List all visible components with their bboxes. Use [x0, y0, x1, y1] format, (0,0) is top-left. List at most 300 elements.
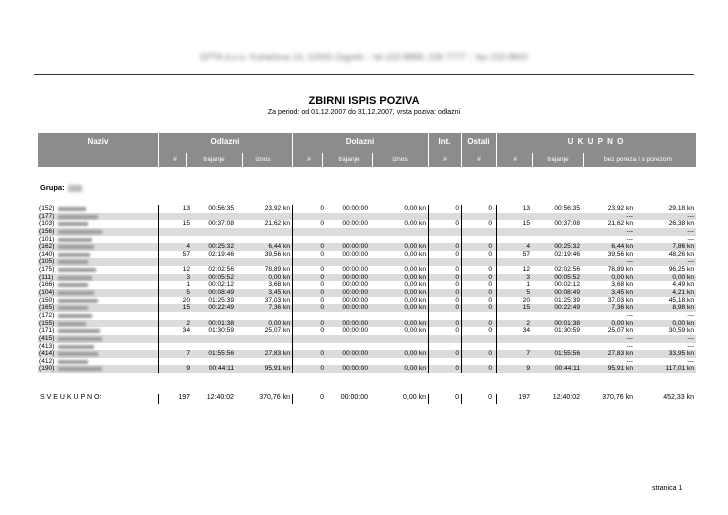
cell-u-s: --- [687, 227, 694, 235]
sub-d-izn: iznos [392, 156, 408, 163]
table-row [38, 258, 696, 266]
cell-int: 0 [455, 350, 459, 358]
cell-ost: 0 [488, 304, 492, 312]
divider [496, 312, 497, 320]
table-header-groups [38, 133, 696, 153]
redacted-name [58, 230, 102, 234]
table-row [38, 320, 696, 328]
divider [461, 258, 462, 266]
cell-u-num: 13 [522, 205, 530, 212]
cell-d-traj: 00:00:00 [342, 205, 368, 212]
cell-int: 0 [455, 289, 459, 297]
cell-int: 0 [455, 319, 459, 327]
divider [158, 281, 159, 289]
cell-d-traj: 00:00:00 [342, 289, 368, 297]
divider [461, 304, 462, 312]
divider [461, 213, 462, 221]
cell-d-num: 0 [320, 266, 324, 274]
cell-ost: 0 [488, 296, 492, 304]
row-id: (171) [39, 327, 55, 335]
divider [461, 343, 462, 351]
divider [292, 358, 293, 366]
cell-u-traj: 00:37:08 [554, 220, 580, 228]
cell-d-num: 0 [320, 281, 324, 289]
cell-u-num: 20 [522, 296, 530, 304]
cell-o-traj: 01:55:56 [208, 350, 234, 358]
cell-d-num: 0 [320, 273, 324, 281]
redacted-name [58, 276, 92, 280]
cell-u-bez: --- [626, 235, 633, 243]
cell-d-traj: 00:00:00 [342, 365, 368, 373]
row-id: (414) [39, 350, 55, 358]
cell-d-izn: 0,00 kn [404, 319, 426, 327]
header-rule [34, 74, 694, 75]
row-id: (415) [39, 334, 55, 342]
cell-u-traj: 01:25:39 [554, 296, 580, 304]
table-row [38, 289, 696, 297]
row-id: (162) [39, 243, 55, 251]
totals-u-traj: 12:40:02 [552, 394, 580, 401]
cell-d-izn: 0,00 kn [404, 281, 426, 289]
divider [158, 289, 159, 297]
cell-d-num: 0 [320, 243, 324, 251]
cell-ost: 0 [488, 281, 492, 289]
divider [292, 335, 293, 343]
cell-d-num: 0 [320, 205, 324, 212]
divider [461, 220, 462, 228]
sub-o-traj: trajanje [203, 156, 225, 163]
cell-u-num: 34 [522, 327, 530, 335]
cell-o-traj: 01:30:59 [208, 327, 234, 335]
cell-int: 0 [455, 250, 459, 258]
cell-u-s: --- [687, 334, 694, 342]
divider [461, 133, 462, 153]
cell-o-traj: 00:56:35 [208, 205, 234, 212]
cell-ost: 0 [488, 266, 492, 274]
divider [496, 228, 497, 236]
divider [428, 205, 429, 213]
divider [428, 289, 429, 297]
row-id: (105) [39, 258, 55, 266]
cell-u-bez: 25,07 kn [607, 327, 633, 335]
divider [428, 343, 429, 351]
cell-d-num: 0 [320, 250, 324, 258]
divider [496, 350, 497, 358]
divider [158, 133, 159, 153]
divider [428, 243, 429, 251]
group-label-text: Grupa: [40, 183, 65, 192]
table-row [38, 365, 696, 373]
cell-int: 0 [455, 304, 459, 312]
divider [158, 350, 159, 358]
divider [496, 205, 497, 213]
divider [428, 228, 429, 236]
divider [158, 320, 159, 328]
cell-o-num: 5 [186, 289, 190, 297]
divider [428, 274, 429, 282]
divider [186, 153, 187, 167]
cell-u-s: --- [687, 357, 694, 365]
row-id: (104) [39, 289, 55, 297]
cell-d-num: 0 [320, 289, 324, 297]
report-title: ZBIRNI ISPIS POZIVA [308, 95, 420, 107]
totals-o-num: 197 [178, 394, 190, 401]
cell-u-s: --- [687, 212, 694, 220]
page-number: stranica 1 [652, 485, 683, 492]
cell-u-num: 15 [522, 220, 530, 228]
cell-u-num: 57 [522, 250, 530, 258]
sub-d-num: # [307, 156, 311, 163]
divider [158, 258, 159, 266]
divider [158, 335, 159, 343]
table-row [38, 304, 696, 312]
totals-u-num: 197 [518, 394, 530, 401]
cell-u-bez: 0,00 kn [611, 319, 633, 327]
report-subtitle: Za period: od 01.12.2007 do 31.12.2007, vrsta poziva: odlazni [267, 109, 461, 116]
totals-u-bez: 370,76 kn [602, 394, 633, 401]
divider [292, 266, 293, 274]
row-id: (150) [39, 296, 55, 304]
row-id: (175) [39, 266, 55, 274]
divider [292, 153, 293, 167]
divider [292, 343, 293, 351]
cell-o-traj: 00:05:52 [208, 273, 234, 281]
cell-o-izn: 3,45 kn [268, 289, 290, 297]
redacted-name [58, 207, 86, 211]
cell-u-s: 4,49 kn [672, 281, 694, 289]
cell-u-s: 33,95 kn [668, 350, 694, 358]
cell-o-izn: 21,62 kn [264, 220, 290, 228]
cell-u-s: 45,18 kn [668, 296, 694, 304]
cell-o-traj: 00:22:49 [208, 304, 234, 312]
divider [532, 153, 533, 167]
row-id: (155) [39, 319, 55, 327]
cell-d-izn: 0,00 kn [404, 250, 426, 258]
cell-d-izn: 0,00 kn [404, 289, 426, 297]
divider [496, 335, 497, 343]
cell-ost: 0 [488, 220, 492, 228]
cell-d-izn: 0,00 kn [404, 304, 426, 312]
cell-u-num: 2 [526, 319, 530, 327]
cell-u-bez: 23,92 kn [607, 205, 633, 212]
cell-int: 0 [455, 296, 459, 304]
cell-u-num: 15 [522, 304, 530, 312]
divider [428, 133, 429, 153]
divider [292, 281, 293, 289]
cell-d-num: 0 [320, 365, 324, 373]
cell-o-num: 15 [182, 304, 190, 312]
col-ukupno: U K U P N O [567, 137, 625, 146]
row-id: (103) [39, 220, 55, 228]
cell-d-traj: 00:00:00 [342, 281, 368, 289]
divider [496, 343, 497, 351]
cell-o-izn: 37,03 kn [264, 296, 290, 304]
divider [292, 258, 293, 266]
redacted-name [58, 238, 92, 242]
cell-o-traj: 01:25:39 [208, 296, 234, 304]
cell-u-s: 8,98 kn [672, 304, 694, 312]
cell-u-traj: 00:25:32 [554, 243, 580, 251]
divider [496, 327, 497, 335]
cell-o-num: 15 [182, 220, 190, 228]
cell-ost: 0 [488, 250, 492, 258]
cell-u-num: 1 [526, 281, 530, 289]
cell-int: 0 [455, 220, 459, 228]
divider [461, 205, 462, 213]
cell-d-num: 0 [320, 350, 324, 358]
cell-o-num: 4 [186, 243, 190, 251]
row-id: (111) [39, 273, 54, 281]
divider [292, 304, 293, 312]
cell-u-traj: 00:08:49 [554, 289, 580, 297]
divider [496, 358, 497, 366]
divider [428, 297, 429, 305]
cell-u-bez: 3,68 kn [611, 281, 633, 289]
divider [461, 274, 462, 282]
cell-u-num: 12 [522, 266, 530, 274]
cell-u-num: 9 [526, 365, 530, 373]
cell-u-bez: 6,44 kn [611, 243, 633, 251]
divider [158, 251, 159, 259]
cell-u-bez: --- [626, 212, 633, 220]
cell-o-izn: 95,91 kn [264, 365, 290, 373]
divider [158, 205, 159, 213]
cell-o-izn: 7,36 kn [268, 304, 290, 312]
divider [496, 394, 497, 404]
divider [496, 236, 497, 244]
cell-d-traj: 00:00:00 [342, 319, 368, 327]
divider [428, 320, 429, 328]
cell-u-traj: 00:22:49 [554, 304, 580, 312]
divider [158, 304, 159, 312]
cell-o-izn: 78,89 kn [264, 266, 290, 274]
divider [428, 394, 429, 404]
cell-o-num: 13 [182, 205, 190, 212]
divider [292, 312, 293, 320]
divider [242, 153, 243, 167]
divider [158, 213, 159, 221]
divider [372, 153, 373, 167]
cell-d-izn: 0,00 kn [404, 243, 426, 251]
divider [292, 213, 293, 221]
divider [158, 236, 159, 244]
divider [292, 205, 293, 213]
divider [322, 153, 323, 167]
divider [496, 365, 497, 373]
divider [428, 281, 429, 289]
row-id: (140) [39, 250, 55, 258]
col-dolazni: Dolazni [345, 137, 375, 146]
cell-o-izn: 27,83 kn [264, 350, 290, 358]
redacted-name [58, 260, 88, 264]
divider [158, 153, 159, 167]
cell-u-s: 30,59 kn [668, 327, 694, 335]
divider [292, 297, 293, 305]
cell-o-izn: 3,68 kn [268, 281, 290, 289]
cell-d-num: 0 [320, 319, 324, 327]
divider [461, 281, 462, 289]
cell-d-traj: 00:00:00 [342, 250, 368, 258]
divider [496, 320, 497, 328]
cell-o-num: 2 [186, 319, 190, 327]
cell-d-num: 0 [320, 304, 324, 312]
table-row [38, 343, 696, 351]
table-row [38, 228, 696, 236]
row-id: (172) [39, 311, 55, 319]
cell-u-s: 4,21 kn [672, 289, 694, 297]
sub-o-izn: iznos [255, 156, 271, 163]
col-naziv: Naziv [87, 137, 109, 146]
table-row [38, 281, 696, 289]
row-id: (177) [39, 212, 55, 220]
redacted-name [58, 283, 88, 287]
divider [496, 258, 497, 266]
cell-d-num: 0 [320, 296, 324, 304]
cell-u-s: 26,38 kn [668, 220, 694, 228]
divider [292, 320, 293, 328]
cell-ost: 0 [488, 350, 492, 358]
table-row [38, 213, 696, 221]
row-id: (190) [39, 365, 55, 373]
totals-int: 0 [455, 394, 459, 401]
row-id: (165) [39, 304, 55, 312]
cell-u-bez: --- [626, 357, 633, 365]
cell-ost: 0 [488, 327, 492, 335]
divider [428, 220, 429, 228]
divider [292, 274, 293, 282]
cell-o-traj: 02:19:46 [208, 250, 234, 258]
sub-os-num: # [477, 156, 481, 163]
divider [158, 394, 159, 404]
divider [158, 266, 159, 274]
cell-o-num: 7 [186, 350, 190, 358]
row-id: (166) [39, 281, 55, 289]
divider [158, 365, 159, 373]
redacted-name [58, 322, 86, 326]
cell-u-s: --- [687, 258, 694, 266]
table-row [38, 251, 696, 259]
sub-o-num: # [173, 156, 177, 163]
table-body [38, 205, 696, 373]
cell-o-traj: 02:02:56 [208, 266, 234, 274]
divider [428, 304, 429, 312]
redacted-group-name [68, 185, 82, 192]
cell-d-traj: 00:00:00 [342, 243, 368, 251]
totals-u-s: 452,33 kn [663, 394, 694, 401]
divider [292, 289, 293, 297]
cell-int: 0 [455, 243, 459, 251]
divider [461, 312, 462, 320]
cell-o-izn: 0,00 kn [268, 319, 290, 327]
cell-o-izn: 39,56 kn [264, 250, 290, 258]
cell-u-s: 48,26 kn [668, 250, 694, 258]
col-int: Int. [438, 137, 451, 146]
table-row [38, 297, 696, 305]
divider [428, 327, 429, 335]
cell-o-num: 9 [186, 365, 190, 373]
cell-u-bez: 21,62 kn [607, 220, 633, 228]
divider [428, 365, 429, 373]
cell-u-s: --- [687, 342, 694, 350]
cell-u-s: 117,01 kn [665, 365, 694, 373]
table-row [38, 236, 696, 244]
cell-o-num: 34 [182, 327, 190, 335]
cell-o-izn: 0,00 kn [268, 273, 290, 281]
table-row [38, 220, 696, 228]
row-id: (101) [39, 235, 55, 243]
cell-d-traj: 00:00:00 [342, 327, 368, 335]
table-row [38, 266, 696, 274]
redacted-name [58, 215, 98, 219]
cell-u-bez: --- [626, 227, 633, 235]
redacted-name [58, 291, 94, 295]
divider [461, 335, 462, 343]
divider [461, 327, 462, 335]
cell-d-izn: 0,00 kn [404, 350, 426, 358]
sub-u-traj: trajanje [547, 156, 569, 163]
cell-d-num: 0 [320, 327, 324, 335]
divider [496, 243, 497, 251]
cell-u-s: 7,86 kn [672, 243, 694, 251]
divider [428, 153, 429, 167]
divider [461, 320, 462, 328]
redacted-name [58, 245, 94, 249]
table-row [38, 243, 696, 251]
divider [461, 228, 462, 236]
redacted-name [58, 222, 88, 226]
cell-d-traj: 00:00:00 [342, 304, 368, 312]
redacted-name [58, 352, 98, 356]
cell-d-izn: 0,00 kn [404, 220, 426, 228]
divider [461, 243, 462, 251]
divider [428, 236, 429, 244]
divider [292, 394, 293, 404]
divider [158, 312, 159, 320]
cell-int: 0 [455, 205, 459, 212]
cell-u-num: 4 [526, 243, 530, 251]
cell-int: 0 [455, 281, 459, 289]
redacted-name [58, 360, 88, 364]
row-id: (156) [39, 227, 55, 235]
divider [158, 228, 159, 236]
divider [428, 266, 429, 274]
cell-d-traj: 00:00:00 [342, 220, 368, 228]
table-row [38, 350, 696, 358]
redacted-name [58, 299, 98, 303]
cell-o-num: 12 [182, 266, 190, 274]
row-id: (413) [39, 342, 55, 350]
divider [496, 251, 497, 259]
cell-u-s: 0,00 kn [672, 273, 694, 281]
cell-d-num: 0 [320, 220, 324, 228]
cell-u-bez: 78,89 kn [607, 266, 633, 274]
cell-u-bez: --- [626, 258, 633, 266]
sub-d-traj: trajanje [338, 156, 360, 163]
cell-u-s: 96,25 kn [668, 266, 694, 274]
row-id: (152) [39, 205, 55, 212]
cell-o-traj: 00:25:32 [208, 243, 234, 251]
cell-ost: 0 [488, 273, 492, 281]
cell-ost: 0 [488, 243, 492, 251]
redacted-name [58, 329, 100, 333]
cell-int: 0 [455, 365, 459, 373]
cell-d-traj: 00:00:00 [342, 350, 368, 358]
divider [292, 251, 293, 259]
cell-d-izn: 0,00 kn [404, 273, 426, 281]
cell-d-traj: 00:00:00 [342, 266, 368, 274]
redacted-name [58, 268, 96, 272]
cell-o-traj: 00:08:49 [208, 289, 234, 297]
